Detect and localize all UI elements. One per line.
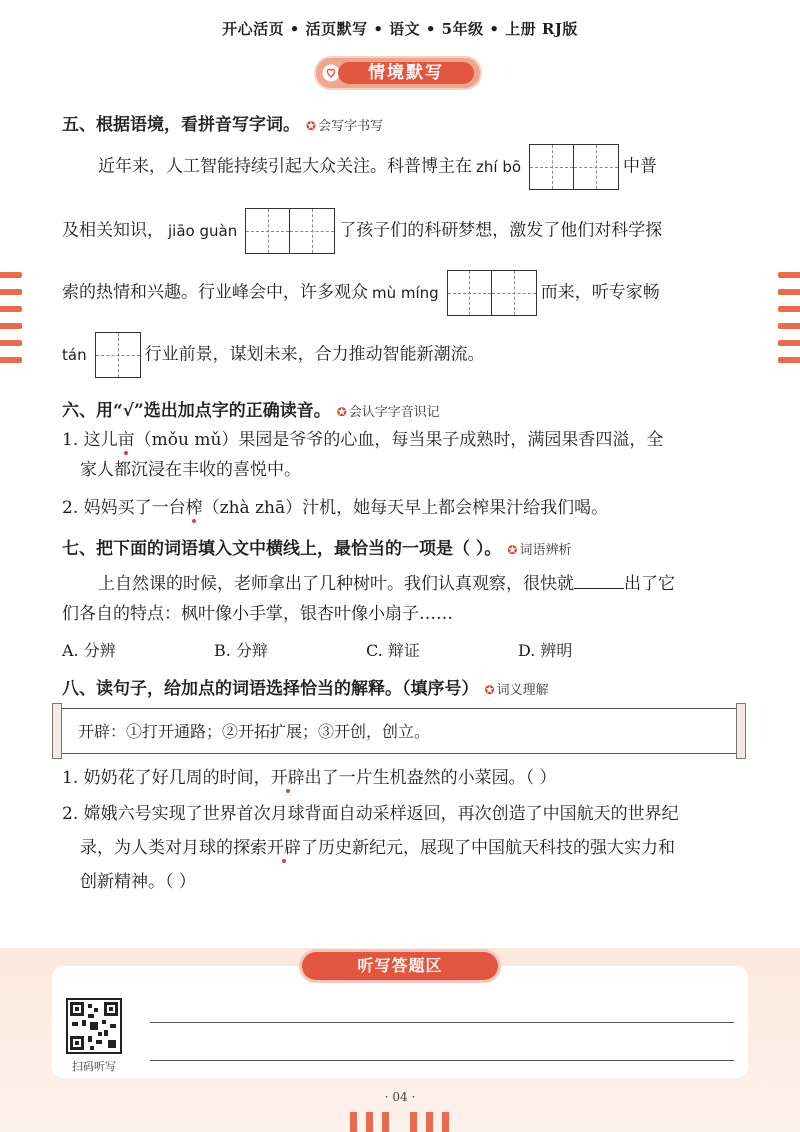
banner-label: 情境默写 <box>338 62 474 84</box>
qr-code-icon[interactable] <box>66 998 122 1054</box>
pinyin-2: jiāo guàn <box>168 221 238 240</box>
page-header: 开心活页 • 活页默写 • 语文 • 5年级 • 上册 RJ版 <box>222 20 578 38</box>
s7-para-2: 们各自的特点：枫叶像小手掌，银杏叶像小扇子…… <box>62 604 453 624</box>
answer-grid-2[interactable] <box>245 208 335 254</box>
definition-text: 开辟：①打开通路；②开拓扩展；③开创，创立。 <box>78 722 431 741</box>
s8-q1: 1. 奶奶花了好几周的时间，开辟出了一片生机盎然的小菜园。（ ） <box>62 768 557 788</box>
qr-caption: 扫码听写 <box>72 1060 116 1073</box>
s5-line-2: 及相关知识， jiāo guàn 了孩子们的科研梦想，激发了他们对科学探 <box>62 208 742 254</box>
skill-tag: ✪ 会认字字音识记 <box>336 405 440 420</box>
s7-para-1: 上自然课的时候，老师拿出了几种树叶。我们认真观察，很快就 出了它 <box>62 570 778 596</box>
pinyin-1: zhí bō <box>476 157 522 176</box>
listen-tab-label: 听写答题区 <box>357 956 443 975</box>
writing-line-1[interactable] <box>150 1022 734 1023</box>
section-5-title: 五、根据语境，看拼音写字词。 ✪ 会写字书写 <box>62 115 384 135</box>
fill-blank[interactable] <box>574 570 624 589</box>
left-edge-stripes <box>0 272 22 374</box>
s6-q1-line-2: 家人都沉浸在丰收的喜悦中。 <box>80 460 301 480</box>
s6-q1-line-1: 1. 这儿亩（mǒu mǔ）果园是爷爷的心血，每当果子成熟时，满园果香四溢，全 <box>62 430 664 450</box>
skill-tag: ✪ 会写字书写 <box>306 119 384 134</box>
s5-line-4: tán 行业前景，谋划未来，合力推动智能新潮流。 <box>62 332 742 378</box>
target-icon: ✪ <box>306 119 317 133</box>
dotted-word: 开辟 <box>267 838 301 858</box>
writing-line-2[interactable] <box>150 1060 734 1061</box>
option-c[interactable]: C. 辩证 <box>366 641 420 660</box>
section-8-title: 八、读句子，给加点的词语选择恰当的解释。（填序号） ✪ 词义理解 <box>62 679 549 699</box>
answer-grid-4[interactable] <box>95 332 141 378</box>
answer-grid-3[interactable] <box>447 270 537 316</box>
skill-tag: ✪ 词语辨析 <box>507 543 572 558</box>
s8-q2-line-2: 录，为人类对月球的探索开辟了历史新纪元，展现了中国航天科技的强大实力和 <box>80 838 675 858</box>
section-7-title: 七、把下面的词语填入文中横线上，最恰当的一项是（ ）。 ✪ 词语辨析 <box>62 539 572 559</box>
dotted-word: 开辟 <box>270 768 305 788</box>
target-icon: ✪ <box>507 543 518 557</box>
s5-line-3: 索的热情和兴趣。行业峰会中，许多观众 mù míng 而来，听专家畅 <box>62 270 742 316</box>
skill-tag: ✪ 词义理解 <box>484 683 549 698</box>
bottom-stripes <box>350 1110 450 1132</box>
section-banner <box>316 58 480 88</box>
dotted-char: 亩 <box>117 430 135 450</box>
pinyin-4: tán <box>62 345 87 364</box>
section-6-title: 六、用“√”选出加点字的正确读音。 ✪ 会认字字音识记 <box>62 401 440 421</box>
page-number: · 04 · <box>384 1090 416 1104</box>
s5-line-1: 近年来，人工智能持续引起大众关注。科普博主在 zhí bō 中普 <box>62 144 778 190</box>
target-icon: ✪ <box>336 405 347 419</box>
definition-scroll <box>62 708 736 754</box>
s8-q2-line-3: 创新精神。（ ） <box>80 872 196 892</box>
dotted-char: 榨 <box>185 498 203 518</box>
pinyin-3: mù míng <box>372 283 439 302</box>
answer-grid-1[interactable] <box>529 144 619 190</box>
s8-q2-line-1: 2. 嫦娥六号实现了世界首次月球背面自动采样返回，再次创造了中国航天的世界纪 <box>62 804 679 824</box>
option-a[interactable]: A. 分辨 <box>62 641 116 660</box>
target-icon: ✪ <box>484 683 495 697</box>
option-b[interactable]: B. 分辩 <box>214 641 268 660</box>
right-edge-stripes <box>778 272 800 374</box>
s6-q2: 2. 妈妈买了一台榨（zhà zhā）汁机，她每天早上都会榨果汁给我们喝。 <box>62 498 609 518</box>
option-d[interactable]: D. 辨明 <box>518 641 573 660</box>
listen-area-tab <box>302 952 498 980</box>
